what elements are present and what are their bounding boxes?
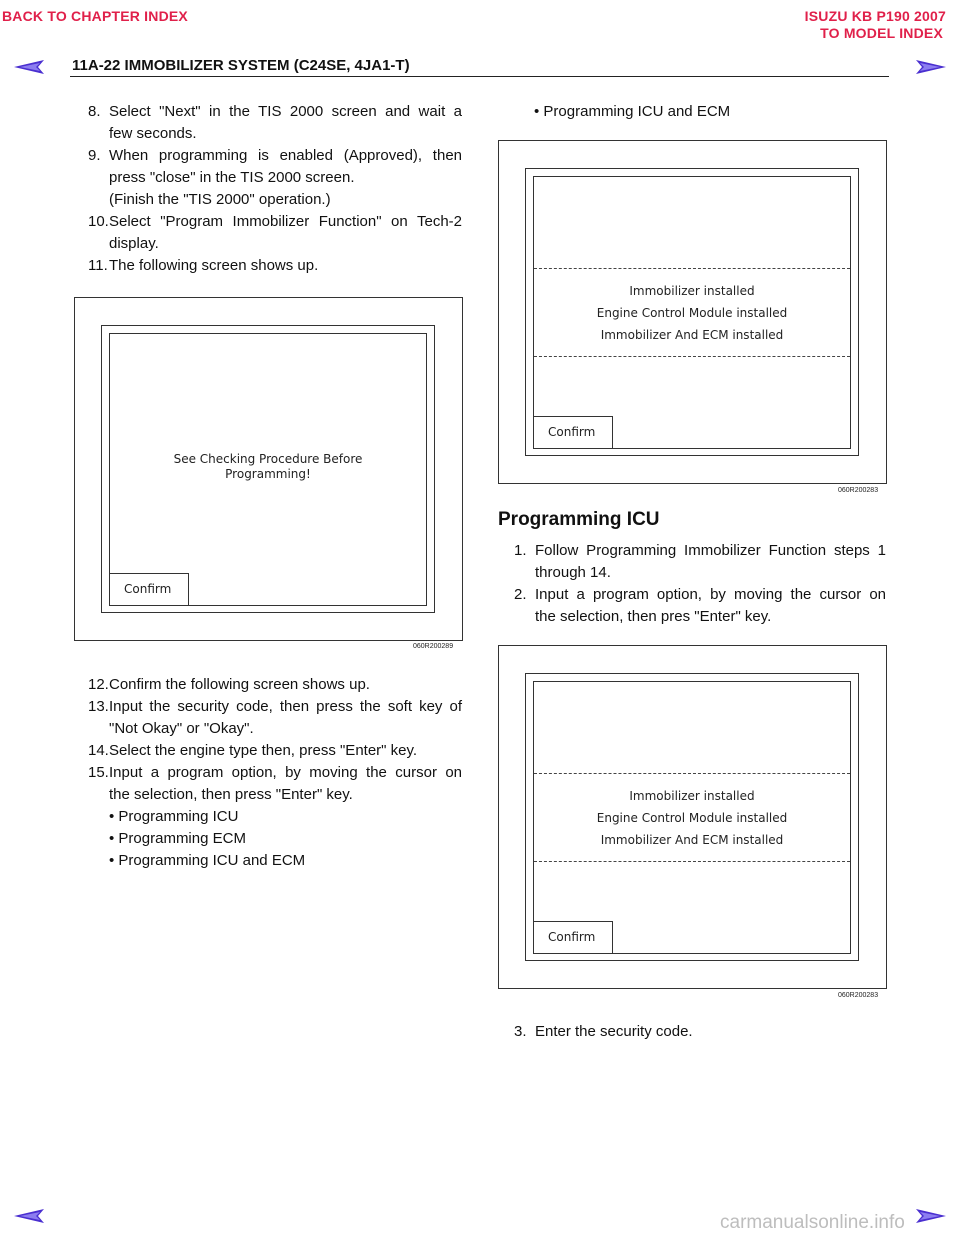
screen-frame bbox=[525, 673, 859, 961]
step-number: 14. bbox=[88, 742, 109, 759]
step-text: Select "Program Immobilizer Function" on Tech-2 bbox=[109, 213, 462, 230]
section-title: Programming ICU bbox=[498, 509, 660, 530]
figure-code: 060R200283 bbox=[838, 992, 879, 999]
list-item bbox=[514, 584, 886, 628]
bullet-text: Programming ICU and ECM bbox=[118, 852, 306, 869]
step-text: Input a program option, by moving the cursor on bbox=[109, 764, 462, 781]
step-text: Select the engine type then, press "Enter" key. bbox=[109, 742, 418, 759]
prev-page-arrow-icon[interactable] bbox=[12, 1207, 46, 1225]
screen-message bbox=[110, 452, 426, 482]
prev-page-arrow-icon[interactable] bbox=[12, 58, 46, 76]
step-text-cont: (Finish the "TIS 2000" operation.) bbox=[109, 191, 331, 208]
selection-divider bbox=[534, 861, 850, 862]
confirm-soft-key: Confirm bbox=[534, 921, 613, 953]
tech2-screen-figure bbox=[74, 297, 463, 641]
step-text-cont: the selection, then press "Enter" key. bbox=[109, 786, 353, 803]
list-item bbox=[514, 540, 886, 584]
figure-code: 060R200289 bbox=[413, 643, 454, 650]
selection-divider bbox=[534, 356, 850, 357]
list-item bbox=[514, 1021, 886, 1043]
option-immobilizer-and-ecm: Immobilizer And ECM installed bbox=[600, 833, 784, 847]
next-page-arrow-icon[interactable] bbox=[914, 1207, 948, 1225]
step-text-cont: the selection, then pres "Enter" key. bbox=[535, 608, 772, 625]
step-number: 13. bbox=[88, 698, 109, 715]
screen-display bbox=[533, 681, 851, 954]
step-number: 10. bbox=[88, 213, 109, 230]
bullet-item: • Programming ICU and ECM bbox=[109, 852, 306, 869]
step-text: Confirm the following screen shows up. bbox=[109, 676, 370, 693]
step-text: Enter the security code. bbox=[535, 1023, 693, 1040]
screen-message-line: See Checking Procedure Before bbox=[173, 452, 363, 466]
option-immobilizer: Immobilizer installed bbox=[629, 284, 755, 298]
step-number: 1. bbox=[514, 542, 527, 559]
option-immobilizer-and-ecm: Immobilizer And ECM installed bbox=[600, 328, 784, 342]
list-item bbox=[88, 696, 462, 740]
step-text: Input the security code, then press the soft key of bbox=[109, 698, 462, 715]
watermark-text: carmanualsonline.info bbox=[720, 1212, 905, 1233]
step-number: 15. bbox=[88, 764, 109, 781]
option-ecm: Engine Control Module installed bbox=[596, 306, 788, 320]
confirm-soft-key: Confirm bbox=[534, 416, 613, 448]
option-ecm: Engine Control Module installed bbox=[596, 811, 788, 825]
header-rule bbox=[70, 76, 889, 77]
list-item bbox=[88, 255, 462, 277]
list-item bbox=[88, 211, 462, 255]
step-text-cont: display. bbox=[109, 235, 159, 252]
bullet-text: Programming ICU bbox=[118, 808, 239, 825]
step-number: 3. bbox=[514, 1023, 527, 1040]
confirm-soft-key: Confirm bbox=[110, 573, 189, 605]
screen-frame bbox=[101, 325, 435, 613]
step-text: When programming is enabled (Approved), then bbox=[109, 147, 462, 164]
screen-display bbox=[533, 176, 851, 449]
bullet-item: • Programming ICU bbox=[109, 808, 239, 825]
list-item bbox=[88, 740, 462, 762]
next-page-arrow-icon[interactable] bbox=[914, 58, 948, 76]
step-number: 12. bbox=[88, 676, 109, 693]
back-to-chapter-index-link[interactable]: BACK TO CHAPTER INDEX bbox=[2, 8, 188, 24]
bullet-item: • Programming ICU and ECM bbox=[534, 103, 731, 120]
selection-divider bbox=[534, 773, 850, 774]
step-number: 9. bbox=[88, 147, 101, 164]
option-list bbox=[534, 785, 850, 851]
option-list bbox=[534, 280, 850, 346]
selection-divider bbox=[534, 268, 850, 269]
screen-display bbox=[109, 333, 427, 606]
bullet-text: Programming ECM bbox=[118, 830, 246, 847]
step-text: Select "Next" in the TIS 2000 screen and wait a bbox=[109, 103, 462, 120]
bullet-item: • Programming ECM bbox=[109, 830, 246, 847]
tech2-screen-figure bbox=[498, 140, 887, 484]
step-text-cont: "Not Okay" or "Okay". bbox=[109, 720, 254, 737]
step-text-cont: few seconds. bbox=[109, 125, 197, 142]
model-line-label: ISUZU KB P190 2007 bbox=[804, 8, 946, 24]
list-item bbox=[88, 101, 462, 145]
page-header-title: 11A-22 IMMOBILIZER SYSTEM (C24SE, 4JA1-T) bbox=[72, 57, 410, 74]
to-model-index-link[interactable]: TO MODEL INDEX bbox=[820, 25, 943, 41]
option-immobilizer: Immobilizer installed bbox=[629, 789, 755, 803]
tech2-screen-figure bbox=[498, 645, 887, 989]
figure-code: 060R200283 bbox=[838, 487, 879, 494]
step-text-cont: press "close" in the TIS 2000 screen. bbox=[109, 169, 355, 186]
screen-frame bbox=[525, 168, 859, 456]
step-text: Follow Programming Immobilizer Function steps 1 bbox=[535, 542, 886, 559]
list-item bbox=[88, 674, 462, 696]
step-text-cont: through 14. bbox=[535, 564, 611, 581]
step-text: The following screen shows up. bbox=[109, 257, 319, 274]
step-text: Input a program option, by moving the cursor on bbox=[535, 586, 886, 603]
step-number: 8. bbox=[88, 103, 101, 120]
step-number: 11. bbox=[88, 257, 108, 274]
step-number: 2. bbox=[514, 586, 527, 603]
list-item bbox=[88, 762, 462, 806]
list-item bbox=[88, 145, 462, 211]
bullet-text: Programming ICU and ECM bbox=[543, 103, 731, 120]
screen-message-line: Programming! bbox=[225, 467, 311, 481]
